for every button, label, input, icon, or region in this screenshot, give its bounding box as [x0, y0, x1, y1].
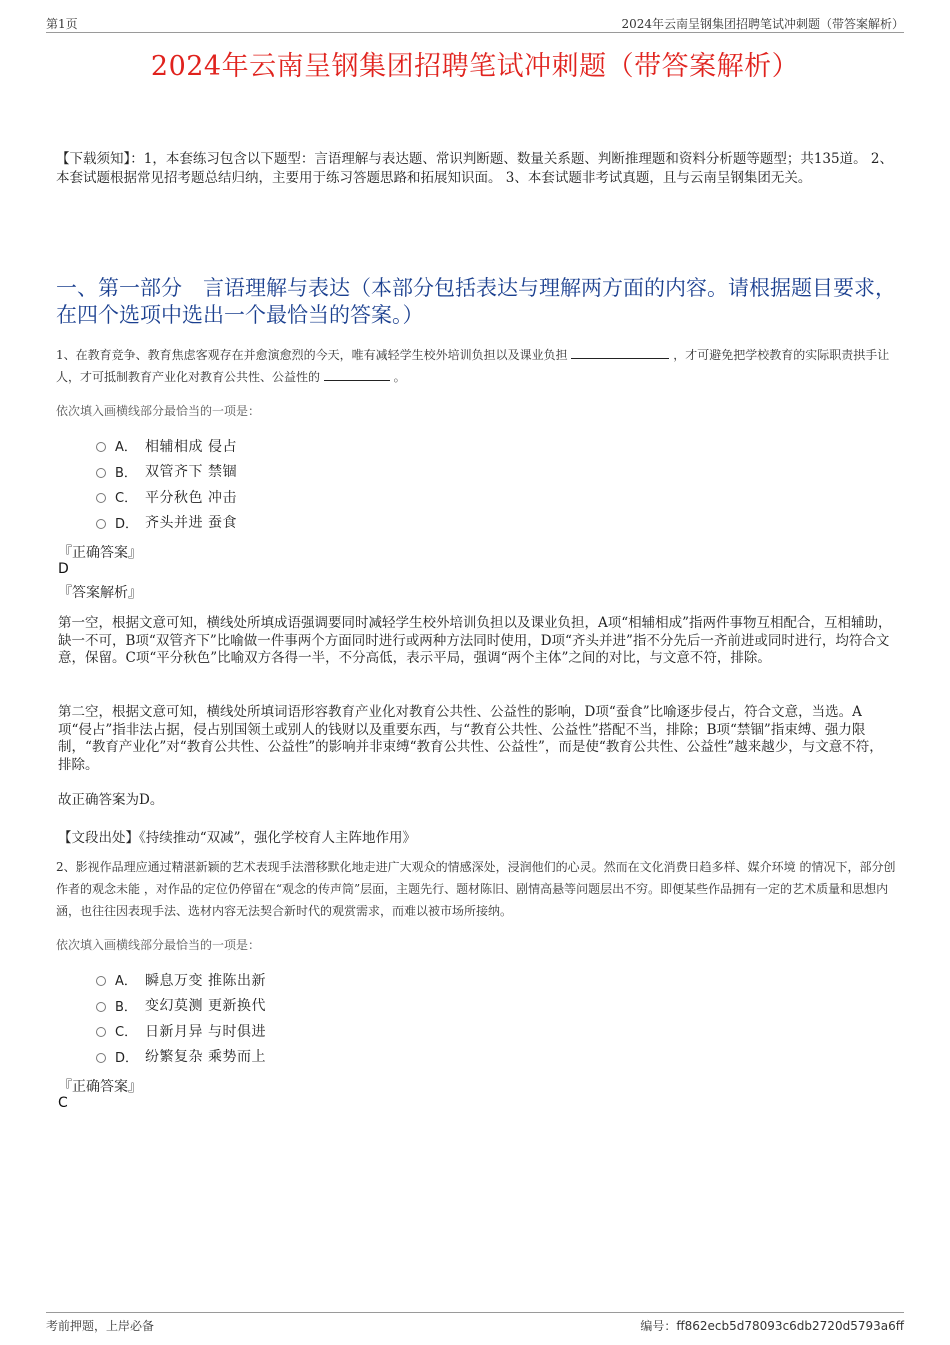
passage-source: 【文段出处】《持续推动“双减”，强化学校育人主阵地作用》 — [58, 830, 417, 846]
option-d[interactable] — [96, 1044, 266, 1070]
fill-blank-1 — [571, 346, 669, 359]
option-text: 双管齐下 禁锢 — [145, 464, 237, 481]
option-text: 纷繁复杂 乘势而上 — [145, 1049, 266, 1066]
correct-answer: D — [58, 561, 69, 577]
correct-answer-label: 『正确答案』 — [58, 545, 142, 561]
fill-blank-2 — [324, 368, 390, 381]
option-letter: D． — [115, 1050, 139, 1066]
question-2-prompt: 依次填入画横线部分最恰当的一项是： — [56, 938, 261, 952]
radio-icon[interactable] — [96, 519, 106, 529]
radio-icon[interactable] — [96, 493, 106, 503]
option-b[interactable] — [96, 459, 237, 485]
question-1-text-part-a: 1、在教育竞争、教育焦虑客观存在并愈演愈烈的今天，唯有减轻学生校外培训负担以及课业负担 — [56, 348, 568, 362]
option-b[interactable] — [96, 993, 266, 1019]
option-c[interactable] — [96, 484, 237, 510]
option-letter: A． — [115, 974, 137, 990]
option-text: 齐头并进 蚕食 — [145, 515, 237, 532]
footer-code-label: 编号： — [640, 1319, 677, 1333]
option-a[interactable] — [96, 967, 266, 993]
question-1-text — [56, 344, 904, 388]
download-notice: 【下载须知】：1，本套练习包含以下题型：言语理解与表达题、常识判断题、数量关系题、判断推理题和资料分析题等题型；共135道。 2、本套试题根据常见招考题总结归纳，主要用于练习答题思路和拓展知识面。 3、本套试题非考试真题，且与云南呈钢集团无关。 — [56, 151, 893, 186]
option-text: 平分秋色 冲击 — [145, 489, 237, 506]
footer-code-value: ff862ecb5d78093c6db2720d5793a6ff — [676, 1319, 904, 1333]
option-letter: C． — [115, 491, 138, 507]
page-header — [46, 14, 904, 33]
radio-icon[interactable] — [96, 1053, 106, 1063]
page-number: 第1页 — [46, 17, 78, 31]
header-doc-title: 2024年云南呈钢集团招聘笔试冲刺题（带答案解析） — [621, 17, 904, 31]
question-1-text-part-b: ，才可避免把学校教育的实际职责拱手让人，才可抵制教育产业化对教育公共性、公益性的 — [56, 348, 890, 384]
option-letter: C． — [115, 1025, 138, 1041]
footer-code — [640, 1317, 904, 1334]
option-d[interactable] — [96, 510, 237, 536]
correct-answer-label: 『正确答案』 — [58, 1079, 142, 1095]
question-1-prompt: 依次填入画横线部分最恰当的一项是： — [56, 404, 261, 418]
analysis-conclusion: 故正确答案为D。 — [58, 792, 164, 808]
option-letter: D． — [115, 516, 139, 532]
option-text: 瞬息万变 推陈出新 — [145, 972, 266, 989]
analysis-paragraph-2: 第二空，根据文意可知，横线处所填词语形容教育产业化对教育公共性、公益性的影响，D项“蚕食”比喻逐步侵占，符合文意，当选。A项“侵占”指非法占据，侵占别国领土或别人的钱财以及重要东西，与“教育公共性、公益性”搭配不当，排除；B项“禁锢”指束缚、强力限制，“教育产业化”对“教育公共性、公益性”的影响并非束缚“教育公共性、公益性”，而是使“教育公共性、公益性”越来越少，与文意不符，排除。 — [58, 704, 883, 773]
question-1-options — [96, 433, 237, 535]
option-letter: B． — [115, 465, 137, 481]
document-title: 2024年云南呈钢集团招聘笔试冲刺题（带答案解析） — [150, 51, 800, 82]
footer-slogan: 考前押题，上岸必备 — [46, 1319, 155, 1333]
radio-icon[interactable] — [96, 1027, 106, 1037]
option-a[interactable] — [96, 433, 237, 459]
radio-icon[interactable] — [96, 976, 106, 986]
option-letter: B． — [115, 999, 137, 1015]
option-c[interactable] — [96, 1018, 266, 1044]
page-footer — [46, 1312, 904, 1333]
option-text: 日新月异 与时俱进 — [145, 1023, 266, 1040]
option-text: 相辅相成 侵占 — [145, 438, 237, 455]
radio-icon[interactable] — [96, 468, 106, 478]
question-2-text: 2、影视作品理应通过精湛新颖的艺术表现手法潜移默化地走进广大观众的情感深处，浸润他们的心灵。然而在文化消费日趋多样、媒介环境 的情况下，部分创作者的观念未能 ，对作品的定位仍停留在“观念的传声筒”层面，主题先行、题材陈旧、剧情高悬等问题层出不穷。即便某些作品拥有一定的艺术质量和思想内涵，也往往因表现手法、选材内容无法契合新时代的观赏需求，而难以被市场所接纳。 — [56, 860, 896, 918]
option-text: 变幻莫测 更新换代 — [145, 998, 266, 1015]
analysis-label: 『答案解析』 — [58, 585, 142, 601]
section-title: 一、第一部分 言语理解与表达（本部分包括表达与理解两方面的内容。请根据题目要求，在四个选项中选出一个最恰当的答案。） — [56, 276, 896, 327]
correct-answer: C — [58, 1095, 68, 1111]
question-1-text-part-c: 。 — [393, 370, 406, 384]
question-2-options — [96, 967, 266, 1069]
radio-icon[interactable] — [96, 1002, 106, 1012]
analysis-paragraph-1: 第一空，根据文意可知，横线处所填成语强调要同时减轻学生校外培训负担以及课业负担，A项“相辅相成”指两件事物互相配合，互相辅助，缺一不可，B项“双管齐下”比喻做一件事两个方面同时进行或两种方法同时使用，D项“齐头并进”指不分先后一齐前进或同时进行，均符合文意，保留。C项“平分秋色”比喻双方各得一半，不分高低，表示平局，强调“两个主体”之间的对比，与文意不符，排除。 — [58, 615, 892, 667]
radio-icon[interactable] — [96, 442, 106, 452]
option-letter: A． — [115, 440, 137, 456]
